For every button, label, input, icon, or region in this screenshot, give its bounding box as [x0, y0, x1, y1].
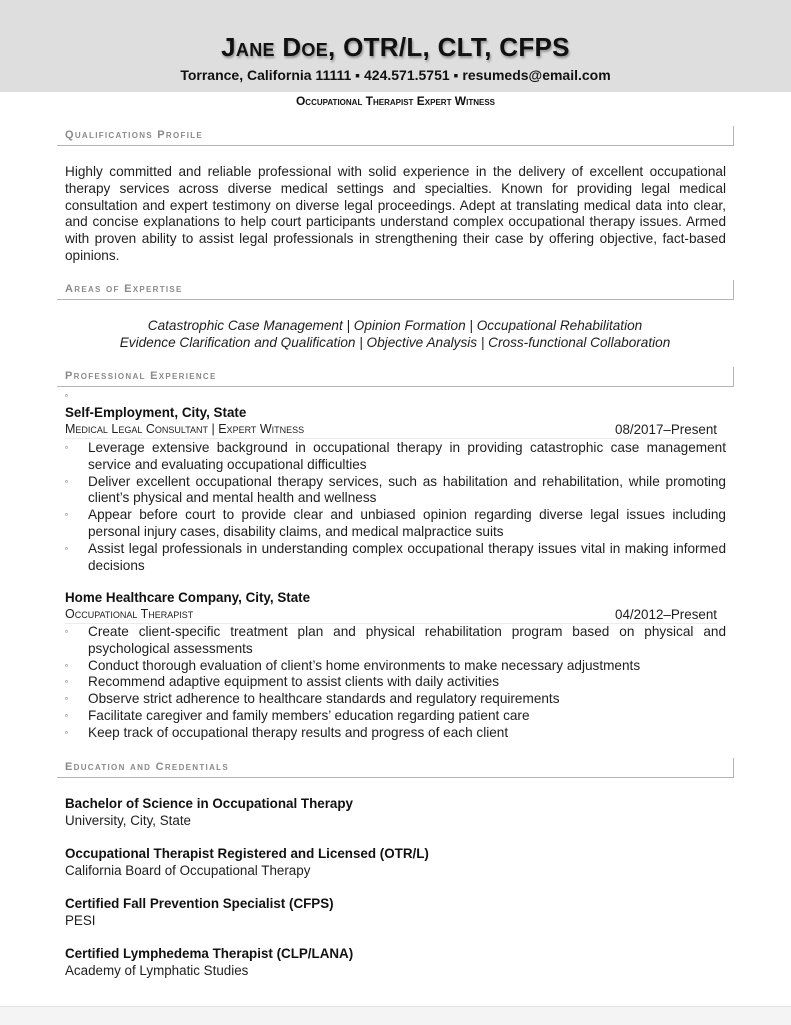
headline: Occupational Therapist Expert Witness — [295, 94, 496, 108]
job-role: Occupational Therapist — [65, 607, 194, 621]
job-bullets — [65, 624, 726, 742]
section-header-education — [57, 758, 734, 778]
role-row — [65, 422, 717, 439]
employer-name: Self-Employment, City, State — [65, 405, 247, 420]
list-item: ▫ Observe strict adherence to healthcare standards and regulatory requirements — [65, 691, 560, 707]
credential-item — [65, 945, 353, 979]
contact-line: Torrance, California 11111 ▪ 424.571.5751 ▪ resumeds@email.com — [180, 67, 611, 83]
candidate-name: Jane Doe, OTR/L, CLT, CFPS — [221, 32, 570, 62]
bullet-icon: ▫ — [65, 391, 68, 400]
credential-issuer: Academy of Lymphatic Studies — [65, 963, 249, 978]
credential-title: Bachelor of Science in Occupational Therapy — [65, 796, 353, 811]
list-item: ▫ Deliver excellent occupational therapy services, such as habilitation and rehabilitation, while promoting client’s physical and mental health and wellness — [65, 473, 726, 506]
list-item: ▫ Appear before court to provide clear and unbiased opinion regarding diverse legal issues including personal injury cases, disability claims, and medical malpractice suits — [65, 507, 726, 539]
expertise-line-2: Evidence Clarification and Qualification | Objective Analysis | Cross-functional Collaboration — [119, 335, 671, 350]
credential-item — [65, 795, 353, 829]
section-title: Qualifications Profile — [65, 129, 204, 141]
page-footer-band — [0, 1006, 791, 1025]
section-title: Areas of Expertise — [65, 283, 183, 295]
list-item: ▫ Keep track of occupational therapy results and progress of each client — [65, 724, 509, 740]
bullet-icon: ▫ — [65, 510, 68, 520]
list-item: ▫ Recommend adaptive equipment to assist clients with daily activities — [65, 674, 500, 690]
section-header-qualifications — [57, 126, 734, 146]
job-dates: 08/2017–Present — [615, 422, 717, 437]
bullet-icon: ▫ — [65, 677, 68, 687]
employer-name: Home Healthcare Company, City, State — [65, 590, 311, 605]
credential-issuer: PESI — [65, 913, 96, 928]
bullet-icon: ▫ — [65, 710, 68, 720]
credential-issuer: California Board of Occupational Therapy — [65, 863, 311, 878]
list-item: ▫ Create client-specific treatment plan and physical rehabilitation program based on physical and psychological assessments — [65, 624, 726, 656]
credential-item — [65, 845, 429, 879]
qualifications-summary: Highly committed and reliable professional with solid experience in the delivery of excellent occupational therapy services across diverse medical settings and specialties. Known for providing legal medical consultation and expert testimony on diverse legal proceedings. Adept at translating medical data into clear, and concise explanations to help court participants understand complex occupational therapy issues. Armed with proven ability to assist legal professionals in strengthening their case by offering objective, fact-based opinions. — [65, 164, 726, 263]
role-row — [65, 607, 717, 624]
credential-title: Certified Fall Prevention Specialist (CFPS) — [65, 896, 334, 911]
bullet-icon: ▫ — [65, 627, 68, 636]
credential-item — [65, 895, 334, 929]
bullet-icon: ▫ — [65, 660, 68, 670]
list-item: ▫ Conduct thorough evaluation of client’s home environments to make necessary adjustments — [65, 657, 641, 673]
job-bullets — [65, 440, 726, 574]
bullet-icon: ▫ — [65, 476, 68, 486]
bullet-icon: ▫ — [65, 443, 68, 452]
list-item: ▫ Assist legal professionals in understanding complex occupational therapy issues vital in making informed decisions — [65, 540, 726, 573]
list-item: ▫ Facilitate caregiver and family members’ education regarding patient care — [65, 707, 530, 723]
list-item: ▫ Leverage extensive background in occupational therapy in providing catastrophic case management service and evaluating occupational difficulties — [65, 440, 726, 472]
credential-title: Occupational Therapist Registered and Licensed (OTR/L) — [65, 846, 429, 861]
bullet-icon: ▫ — [65, 543, 68, 553]
credential-issuer: University, City, State — [65, 813, 192, 828]
bullet-icon: ▫ — [65, 694, 68, 704]
job-role: Medical Legal Consultant | Expert Witness — [65, 422, 305, 436]
section-title: Professional Experience — [65, 370, 217, 382]
section-header-experience — [57, 367, 734, 387]
credential-title: Certified Lymphedema Therapist (CLP/LANA) — [65, 946, 354, 961]
bullet-icon: ▫ — [65, 727, 68, 737]
job-dates: 04/2012–Present — [615, 607, 717, 622]
section-header-expertise — [57, 280, 734, 300]
expertise-line-1: Catastrophic Case Management | Opinion Formation | Occupational Rehabilitation — [147, 318, 643, 333]
section-title: Education and Credentials — [65, 761, 229, 773]
